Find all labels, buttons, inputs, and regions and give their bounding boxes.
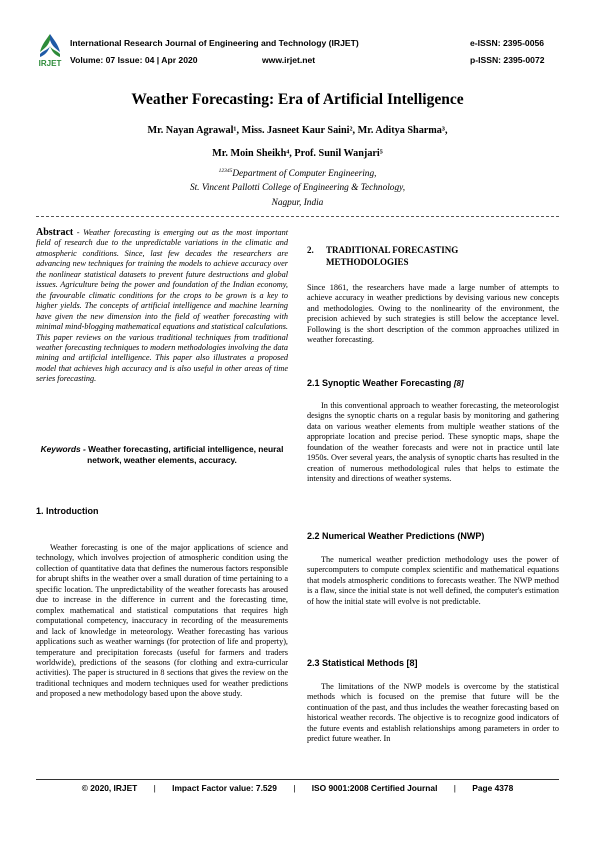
intro-paragraph: Weather forecasting is one of the major applications of science and technology, which involves projection of atmospheric condition using the collection of quantitative data that defines the numerous factors responsible for abrupt shifts in the weather over a small duration of time pertaining to a specific location. The unpredictability of the weather forecasts has aroused due to increase in the difference in current and the forecasting time, complex mathematical and statistical computations that requires high computational competency, inaccuracy in recording of the measurements and lack of knowledge in meteorology. Weather forecasting has various applications such as weather warnings (for protection of life and property), temperature and precipitation forecasts (useful for farmers and traders worldwide), predictions of the seasons (for clothing and extra-curricular activities). The paper is structured in 8 sections that gives the review on the traditional techniques and modern techniques used for weather predictions and proposed a new methodology based upon the above study. — [36, 543, 288, 699]
paper-title: Weather Forecasting: Era of Artificial Intelligence — [131, 91, 464, 108]
section-2-2-body — [307, 555, 559, 607]
footer-separator: | — [453, 783, 456, 793]
footer-separator: | — [153, 783, 156, 793]
footer-page-number: Page 4378 — [472, 783, 514, 793]
affiliation-line-1 — [40, 168, 555, 179]
abstract-label: Abstract — [36, 227, 74, 238]
footer-divider — [36, 779, 559, 780]
keywords-label: Keywords - — [40, 444, 86, 454]
section-2-3-heading: 2.3 Statistical Methods [8] — [307, 658, 418, 668]
header-divider — [36, 216, 559, 217]
section-2-heading — [307, 245, 559, 268]
logo-text: IRJET — [38, 59, 62, 68]
authors-line-1: Mr. Nayan Agrawal¹, Miss. Jasneet Kaur Saini², Mr. Aditya Sharma³, — [147, 125, 448, 136]
section-2-1-heading — [307, 378, 464, 388]
affiliation-line-2: St. Vincent Pallotti College of Engineering & Technology, — [189, 183, 406, 193]
irjet-logo-icon — [36, 30, 64, 70]
section-2-body — [307, 283, 559, 346]
volume-issue: Volume: 07 Issue: 04 | Apr 2020 — [70, 55, 198, 65]
section-2-1-paragraph: In this conventional approach to weather forecasting, the meteorologist designs the synoptic charts on a regular basis by monitoring and gathering data on various weather elements from multiple weather stations of the appropriate location and precise period. These synoptic maps, shape the foundation of the weather forecasts and were not in practice until late 1950s. Over several years, the analysis of synoptic charts has resulted in the creation of numerous methodological rules that helps to estimate the intensity and directions of weather systems. — [307, 401, 559, 484]
section-2-title-line-1: TRADITIONAL FORECASTING — [326, 245, 459, 255]
footer-separator: | — [293, 783, 296, 793]
section-1-heading: 1. Introduction — [36, 506, 99, 516]
affiliation-line-3: Nagpur, India — [271, 198, 324, 208]
section-2-number: 2. — [307, 245, 314, 255]
journal-website: www.irjet.net — [262, 55, 316, 65]
authors-line-2: Mr. Moin Sheikh⁴, Prof. Sunil Wanjari⁵ — [212, 148, 383, 159]
footer-copyright: © 2020, IRJET — [81, 783, 138, 793]
abstract — [36, 228, 288, 385]
affiliation-superscript: 12345 — [218, 168, 233, 174]
section-2-3-body — [307, 682, 559, 745]
section-2-1-body — [307, 401, 559, 485]
section-2-2-heading: 2.2 Numerical Weather Predictions (NWP) — [307, 531, 485, 541]
keywords — [36, 444, 288, 465]
keywords-text: Weather forecasting, artificial intelligence, neural network, weather elements, accuracy. — [85, 444, 284, 465]
section-2-paragraph: Since 1861, the researchers have made a large number of attempts to achieve accuracy in weather predictions by devising various new concepts and methodologies. Owing to the nonlinearity of the environment, the precision achieved by such strategies is still below the acceptance level. Following is the short description of the common approaches utilized in weather forecasting. — [307, 283, 559, 345]
footer-iso: ISO 9001:2008 Certified Journal — [311, 783, 438, 793]
pissn: p-ISSN: 2395-0072 — [470, 55, 545, 65]
section-2-1-title: 2.1 Synoptic Weather Forecasting — [307, 378, 454, 388]
intro-body — [36, 543, 288, 700]
footer-impact-factor: Impact Factor value: 7.529 — [172, 783, 277, 793]
abstract-text: - Weather forecasting is emerging out as the most important field of research due to the unpredictable variations in the climatic and atmospheric conditions. Since, last few decades the researchers are advancing new techniques for training the models to achieve accuracy over the nonlinear statistical datasets to prevent future destructions and global issues. Agriculture being the power and foundation of the Indian economy, the favourable climatic conditions for the crops to be grown is a key to higher yields. The concepts of artificial intelligence and machine learning have given the new dimension into the field of weather forecasting with minimal mind-blogging mathematical equations and statistical calculations. This paper reviews on the various traditional techniques from traditional weather forecasting techniques to modern methodologies involving the data mining and artificial intelligence. This paper also illustrates a proposed model that achieves high accuracy and is also useful in other areas of time series forecasting. — [36, 228, 288, 384]
eissn: e-ISSN: 2395-0056 — [470, 38, 545, 48]
section-2-3-paragraph: The limitations of the NWP models is overcome by the statistical methods which is focused on the premise that future will be the continuation of the past, and thus includes the weather forecasting based on historical weather records. The objective is to recognize good indicators of the future events and establish relationships among parameters in order to predict future weather. In — [307, 682, 559, 744]
section-2-title-line-2: METHODOLOGIES — [326, 256, 409, 267]
affiliation-department: Department of Computer Engineering, — [232, 169, 377, 180]
section-2-2-paragraph: The numerical weather prediction methodology uses the power of supercomputers to compute complex scientific and mathematical equations that models atmospheric conditions to forecasts weather. The NWP method is a flaw, since the initial state is not well defined, the computer's estimation of how the initial state will evolve is not predictable. — [307, 555, 559, 606]
section-2-1-ref: [8] — [453, 379, 464, 388]
journal-name: International Research Journal of Engineering and Technology (IRJET) — [70, 38, 359, 48]
footer — [36, 783, 559, 793]
